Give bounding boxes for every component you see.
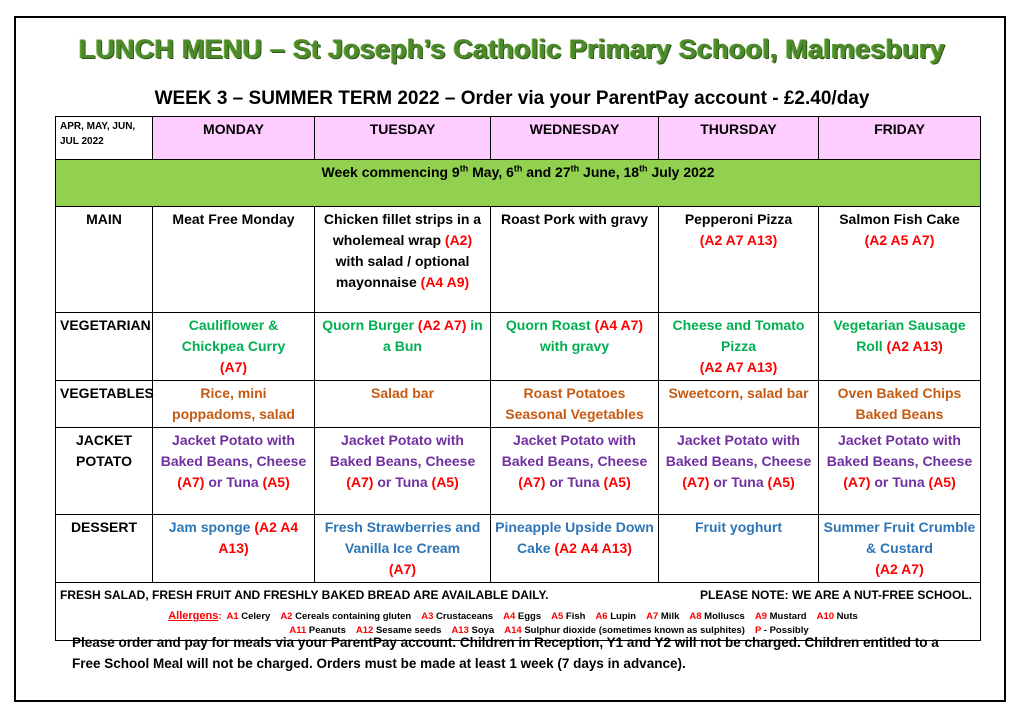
dish-name: Jacket Potato with Baked Beans, Cheese [826,432,973,469]
allergen-name: Soya [471,625,495,636]
vegetarian-row [56,313,981,381]
main-row [56,207,981,313]
allergen-name: Cereals containing gluten [295,611,412,622]
vegetables-thursday: Sweetcorn, salad bar [659,381,819,428]
vegetables-friday [819,381,981,428]
dish-name: Seasonal Vegetables [505,406,644,422]
allergen-codes: (A2 A7 A13) [699,359,778,375]
allergen-code: P [754,625,762,636]
allergen-item [421,611,493,622]
allergen-codes: (A4 A9) [420,274,470,290]
dish-name: or Tuna [709,474,768,490]
dessert-tuesday [315,515,491,583]
main-thursday [659,207,819,313]
dish-name: Fruit yoghurt [694,519,783,535]
main-monday [153,207,315,313]
row-label-dessert: DESSERT [56,515,153,583]
vegetarian-monday [153,313,315,381]
allergen-codes: (A5) [431,474,459,490]
week-text: May, 6 [468,164,514,180]
vegetarian-thursday [659,313,819,381]
allergen-item [503,611,541,622]
dessert-thursday [659,515,819,583]
allergen-item [595,611,636,622]
allergen-code: A3 [421,611,434,622]
week-commencing-banner [56,160,981,207]
vegetables-wednesday [491,381,659,428]
week-text: June, 18 [579,164,640,180]
dish-name: Summer Fruit Crumble & Custard [823,519,976,556]
allergens-label: Allergens [168,610,219,622]
vegetarian-friday [819,313,981,381]
day-header-row [56,117,981,160]
page-subtitle: WEEK 3 – SUMMER TERM 2022 – Order via your ParentPay account - £2.40/day [154,88,870,109]
allergen-name: Celery [241,611,271,622]
dish-name: Jacket Potato with Baked Beans, Cheese [501,432,648,469]
allergen-codes: (A2) [444,232,473,248]
allergen-codes: (A2 A7) [875,561,924,577]
allergen-codes: (A5) [603,474,631,490]
dish-name: Roast Pork with gravy [500,211,649,227]
jacket-potato-row [56,428,981,515]
allergen-name: Nuts [836,611,858,622]
jacket-friday [819,428,981,515]
dish-name: Jacket Potato with Baked Beans, Cheese [329,432,476,469]
jacket-wednesday [491,428,659,515]
allergen-code: A12 [355,625,374,636]
vegetarian-wednesday [491,313,659,381]
dish-name: Pineapple Upside Down Cake [495,519,654,556]
dish-name: Fresh Strawberries and Vanilla Ice Cream [324,519,481,556]
dish-name: Cauliflower & Chickpea Curry [181,317,286,354]
allergen-name: Molluscs [704,611,745,622]
allergen-name: - Possibly [763,625,809,636]
dish-name: Pepperoni Pizza [684,211,793,227]
allergen-code: A5 [551,611,564,622]
week-sup: th [570,163,580,174]
vegetables-monday: Rice, mini poppadoms, salad [153,381,315,428]
dish-name: Quorn Roast [505,317,595,333]
vegetarian-tuesday [315,313,491,381]
allergen-codes: (A5) [262,474,290,490]
allergens-colon: : [218,611,222,622]
allergen-name: Crustaceans [436,611,494,622]
day-header-friday: FRIDAY [819,117,981,160]
dish-name: Vegetarian Sausage Roll [833,317,966,354]
dish-name: Salmon Fish Cake [839,211,960,227]
dessert-wednesday [491,515,659,583]
main-tuesday [315,207,491,313]
dessert-row [56,515,981,583]
allergen-codes: (A7) [518,474,546,490]
week-commencing-row [56,160,981,207]
row-label-vegetarian: VEGETARIAN [56,313,153,381]
allergen-code: A6 [595,611,608,622]
allergen-code: A13 [451,625,469,636]
day-header-tuesday: TUESDAY [315,117,491,160]
allergen-code: A7 [646,611,659,622]
week-text: Week commencing 9 [321,164,460,180]
dessert-friday [819,515,981,583]
dish-name: or Tuna [373,474,432,490]
dish-name: or Tuna [545,474,604,490]
page-title: LUNCH MENU – St Joseph’s Catholic Primary School, Malmesbury [78,34,946,64]
allergen-item [646,611,679,622]
row-label-main: MAIN [56,207,153,313]
allergen-codes: (A7) [177,474,205,490]
allergen-code: A4 [503,611,516,622]
week-text: and 27 [522,164,571,180]
fresh-food-notice: FRESH SALAD, FRESH FRUIT AND FRESHLY BAKED BREAD ARE AVAILABLE DAILY. [60,588,549,602]
week-sup: th [459,163,469,174]
week-sup: th [513,163,523,174]
dish-name: with gravy [539,338,610,354]
dish-name: Meat Free Monday [172,211,295,227]
day-header-wednesday: WEDNESDAY [491,117,659,160]
allergen-item [280,611,411,622]
allergen-item [817,611,858,622]
dish-name: or Tuna [870,474,929,490]
ordering-note: Please order and pay for meals via your ParentPay account. Children in Reception, Y1 and Y2 will not be charged. Children entitled to a Free School Meal will not be charged. Orders must be made at least 1 week (7 days in advance). [72,635,939,671]
allergen-name: Eggs [517,611,542,622]
dish-name: Baked Beans [855,406,944,422]
allergen-item [689,611,744,622]
allergen-item [226,611,270,622]
allergen-name: Milk [660,611,680,622]
allergen-codes: (A4 A7) [594,317,644,333]
allergen-codes: (A7) [346,474,374,490]
allergen-codes: (A5) [767,474,795,490]
main-friday [819,207,981,313]
dish-name: Quorn Burger [322,317,418,333]
allergen-codes: (A2 A4 A13) [554,540,632,556]
day-header-monday: MONDAY [153,117,315,160]
allergen-codes: (A5) [928,474,956,490]
allergen-codes: (A2 A5 A7) [864,232,935,248]
allergen-code: A10 [816,611,835,622]
dish-name: Jacket Potato with Baked Beans, Cheese [160,432,307,469]
row-label-vegetables: VEGETABLES [56,381,153,428]
dish-name: in a Bun [383,317,483,354]
allergen-code: A2 [280,611,293,622]
dish-name: or Tuna [204,474,263,490]
allergen-name: Peanuts [308,625,346,636]
week-text: July 2022 [647,164,715,180]
dessert-monday [153,515,315,583]
dish-name: Jacket Potato with Baked Beans, Cheese [665,432,812,469]
day-header-thursday: THURSDAY [659,117,819,160]
allergen-codes: (A2 A7) [417,317,467,333]
row-label-jacket-potato: JACKET POTATO [56,428,153,515]
allergen-codes: (A7) [388,561,417,577]
allergen-item [755,611,807,622]
main-wednesday [491,207,659,313]
nut-free-notice: PLEASE NOTE: WE ARE A NUT-FREE SCHOOL. [699,588,972,602]
allergen-code: A14 [504,625,522,636]
week-sup: th [639,163,648,174]
dish-name: Jam sponge [168,519,255,535]
allergen-code: A11 [289,625,307,636]
allergen-codes: (A2 A4 A13) [218,519,299,556]
dish-name: Oven Baked Chips [837,385,962,401]
allergen-codes: (A7) [682,474,710,490]
date-range-cell: APR, MAY, JUN, JUL 2022 [56,117,153,160]
dish-name: with salad / optional mayonnaise [335,253,470,290]
allergen-name: Sesame seeds [375,625,442,636]
allergen-name: Sulphur dioxide (sometimes known as sulphites) [524,625,745,636]
fresh-food-line [60,585,976,606]
allergen-codes: (A7) [219,359,248,375]
menu-table [55,116,981,641]
allergen-code: A8 [689,611,702,622]
jacket-monday [153,428,315,515]
dish-name: Chicken fillet strips in a wholemeal wrap [323,211,482,248]
dish-name: Cheese and Tomato Pizza [672,317,805,354]
allergen-code: A1 [226,611,239,622]
jacket-tuesday [315,428,491,515]
vegetables-row [56,381,981,428]
allergen-name: Mustard [769,611,807,622]
allergen-codes: (A2 A7 A13) [699,232,778,248]
allergen-name: Fish [565,611,586,622]
allergen-codes: (A2 A13) [886,338,943,354]
allergen-code: A9 [754,611,767,622]
vegetables-tuesday: Salad bar [315,381,491,428]
dish-name: Roast Potatoes [523,385,626,401]
jacket-thursday [659,428,819,515]
allergen-name: Lupin [610,611,637,622]
allergen-codes: (A7) [843,474,871,490]
allergen-item [551,611,585,622]
